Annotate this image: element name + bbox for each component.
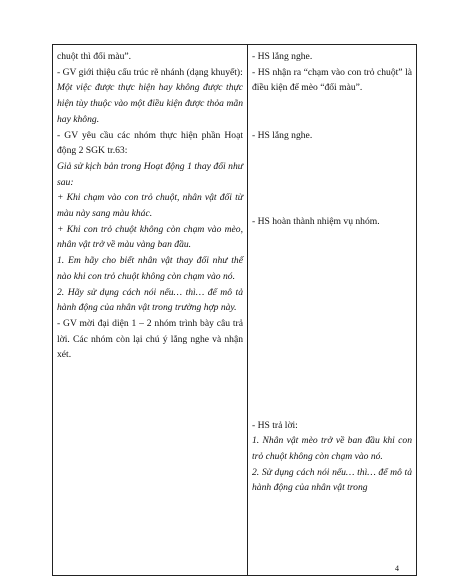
left-paragraph-10: - GV mời đại diện 1 – 2 nhóm trình bày câu trả lời. Các nhóm còn lại chú ý lắng nghe và nhận xét. <box>57 317 243 361</box>
left-paragraph-6: + Khi chạm vào con trỏ chuột, nhân vật đổi từ màu này sang màu khác. <box>57 192 243 220</box>
right-paragraph-3: - HS lắng nghe. <box>252 130 313 142</box>
left-paragraph-8: 1. Em hãy cho biết nhân vật thay đổi như thế nào khi con trỏ chuột không còn chạm vào nó. <box>57 255 243 282</box>
left-paragraph-5: Giả sử kịch bản trong Hoạt động 1 thay đổi như sau: <box>57 160 243 188</box>
spacer <box>252 96 412 128</box>
lesson-table <box>52 44 417 576</box>
right-paragraph-2: - HS nhận ra “chạm vào con trỏ chuột” là điều kiện để mèo “đổi màu”. <box>252 66 412 94</box>
left-paragraph-1: chuột thì đổi màu”. <box>57 51 132 62</box>
left-paragraph-3: Một việc được thực hiện hay không được thực hiện tùy thuộc vào một điều kiện được thỏa mãn hay không. <box>57 82 243 125</box>
right-paragraph-1: - HS lắng nghe. <box>252 51 313 62</box>
right-paragraph-7: 2. Sử dụng cách nói nếu… thì… để mô tả hành động của nhân vật trong <box>252 466 412 494</box>
spacer <box>252 144 412 214</box>
teacher-activity-cell <box>53 45 248 576</box>
page-number: 4 <box>395 564 399 573</box>
table-row <box>53 45 417 576</box>
student-activity-cell <box>248 45 417 576</box>
left-paragraph-9: 2. Hãy sử dụng cách nói nếu… thì… để mô tả hành động của nhân vật trong trường hợp này. <box>57 286 243 314</box>
left-paragraph-4: - GV yêu cầu các nhóm thực hiện phần Hoạt động 2 SGK tr.63: <box>57 129 243 157</box>
left-paragraph-2: - GV giới thiệu cấu trúc rẽ nhánh (dạng khuyết): <box>57 66 243 78</box>
left-paragraph-7: + Khi con trỏ chuột không còn chạm vào mèo, nhân vật trở về màu vàng ban đầu. <box>57 223 243 251</box>
spacer <box>252 230 412 418</box>
right-paragraph-6: 1. Nhân vật mèo trở về ban đầu khi con trỏ chuột không còn chạm vào nó. <box>252 435 412 462</box>
right-paragraph-5: - HS trả lời: <box>252 419 298 431</box>
right-paragraph-4: - HS hoàn thành nhiệm vụ nhóm. <box>252 215 380 227</box>
